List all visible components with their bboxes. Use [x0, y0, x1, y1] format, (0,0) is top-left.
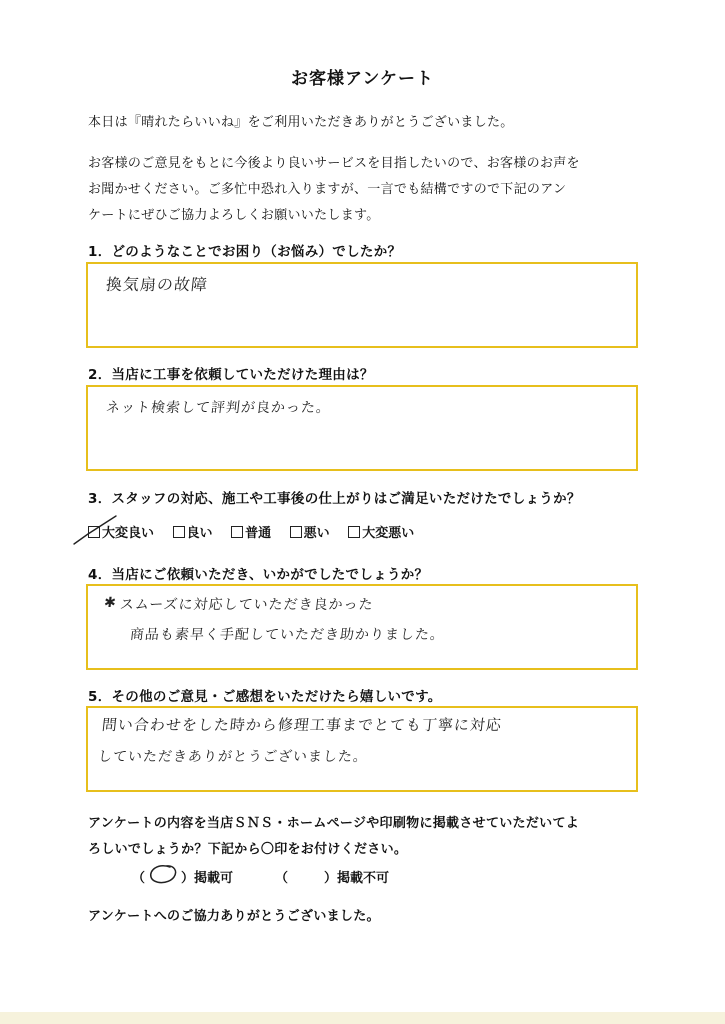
- page-edge: [0, 1012, 725, 1024]
- consent-allow-label: 掲載可: [194, 871, 234, 886]
- consent-option-deny[interactable]: （ ）掲載不可: [275, 871, 390, 886]
- question-2-answer-text: ネット検索して評判が良かった。: [105, 400, 332, 416]
- question-1-label: 1．どのようなことでお困り（お悩み）でしたか？: [88, 244, 402, 260]
- question-3-label: 3．スタッフの対応、施工や工事後の仕上がりはご満足いただけたでしょうか？: [88, 491, 581, 507]
- question-4-answer-line-2: 商品も素早く手配していただき助かりました。: [129, 627, 446, 643]
- question-4-answer-line-1: スムーズに対応していただき良かった: [119, 597, 375, 613]
- bullet-icon: ✱: [103, 595, 118, 611]
- question-1-answer-text: 換気扇の故障: [104, 275, 209, 294]
- checkbox-icon: [348, 526, 360, 538]
- satisfaction-option-average[interactable]: 普通: [231, 522, 271, 541]
- consent-option-allow[interactable]: （ ）掲載可: [132, 871, 234, 886]
- question-2-answer-box[interactable]: [86, 385, 638, 471]
- intro-line: 本日は『晴れたらいいね』をご利用いただきありがとうございました。: [88, 115, 514, 130]
- question-5-answer-box[interactable]: [86, 706, 638, 792]
- survey-title: お客様アンケート: [291, 69, 434, 89]
- question-2-label: 2．当店に工事を依頼していただけた理由は？: [88, 367, 374, 383]
- consent-text-line-2: ろしいでしょうか？下記から〇印をお付けください。: [88, 842, 408, 857]
- checkbox-icon: [290, 526, 302, 538]
- satisfaction-options: [88, 522, 428, 541]
- checkbox-icon: [231, 526, 243, 538]
- consent-text-line-1: アンケートの内容を当店ＳＮＳ・ホームページや印刷物に掲載させていただいてよ: [88, 816, 580, 831]
- checkbox-icon: [173, 526, 185, 538]
- question-1-answer-box[interactable]: [86, 262, 638, 348]
- question-5-answer-line-1: 問い合わせをした時から修理工事までとても丁寧に対応: [101, 716, 503, 734]
- check-mark-icon: [70, 512, 120, 552]
- satisfaction-option-bad[interactable]: 悪い: [290, 522, 330, 541]
- closing-message: アンケートへのご協力ありがとうございました。: [88, 909, 380, 924]
- question-5-answer-line-2: していただきありがとうございました。: [97, 749, 369, 765]
- intro-paragraph-line-3: ケートにぜひご協力よろしくお願いいたします。: [88, 208, 380, 223]
- intro-paragraph-line-1: お客様のご意見をもとに今後より良いサービスを目指したいので、お客様のお声を: [88, 156, 580, 171]
- question-4-label: 4．当店にご依頼いただき、いかがでしたでしょうか？: [88, 567, 429, 583]
- consent-deny-label: 掲載不可: [337, 871, 390, 886]
- intro-paragraph-line-2: お聞かせください。ご多忙中恐れ入りますが、一言でも結構ですので下記のアン: [88, 182, 567, 197]
- selection-circle-icon: [144, 862, 182, 888]
- satisfaction-option-good[interactable]: 良い: [173, 522, 213, 541]
- question-4-answer-box[interactable]: [86, 584, 638, 670]
- satisfaction-option-very-bad[interactable]: 大変悪い: [348, 522, 414, 541]
- satisfaction-option-very-good[interactable]: 大変良い: [88, 522, 154, 541]
- question-5-label: 5．その他のご意見・ご感想をいただけたら嬉しいです。: [88, 689, 442, 705]
